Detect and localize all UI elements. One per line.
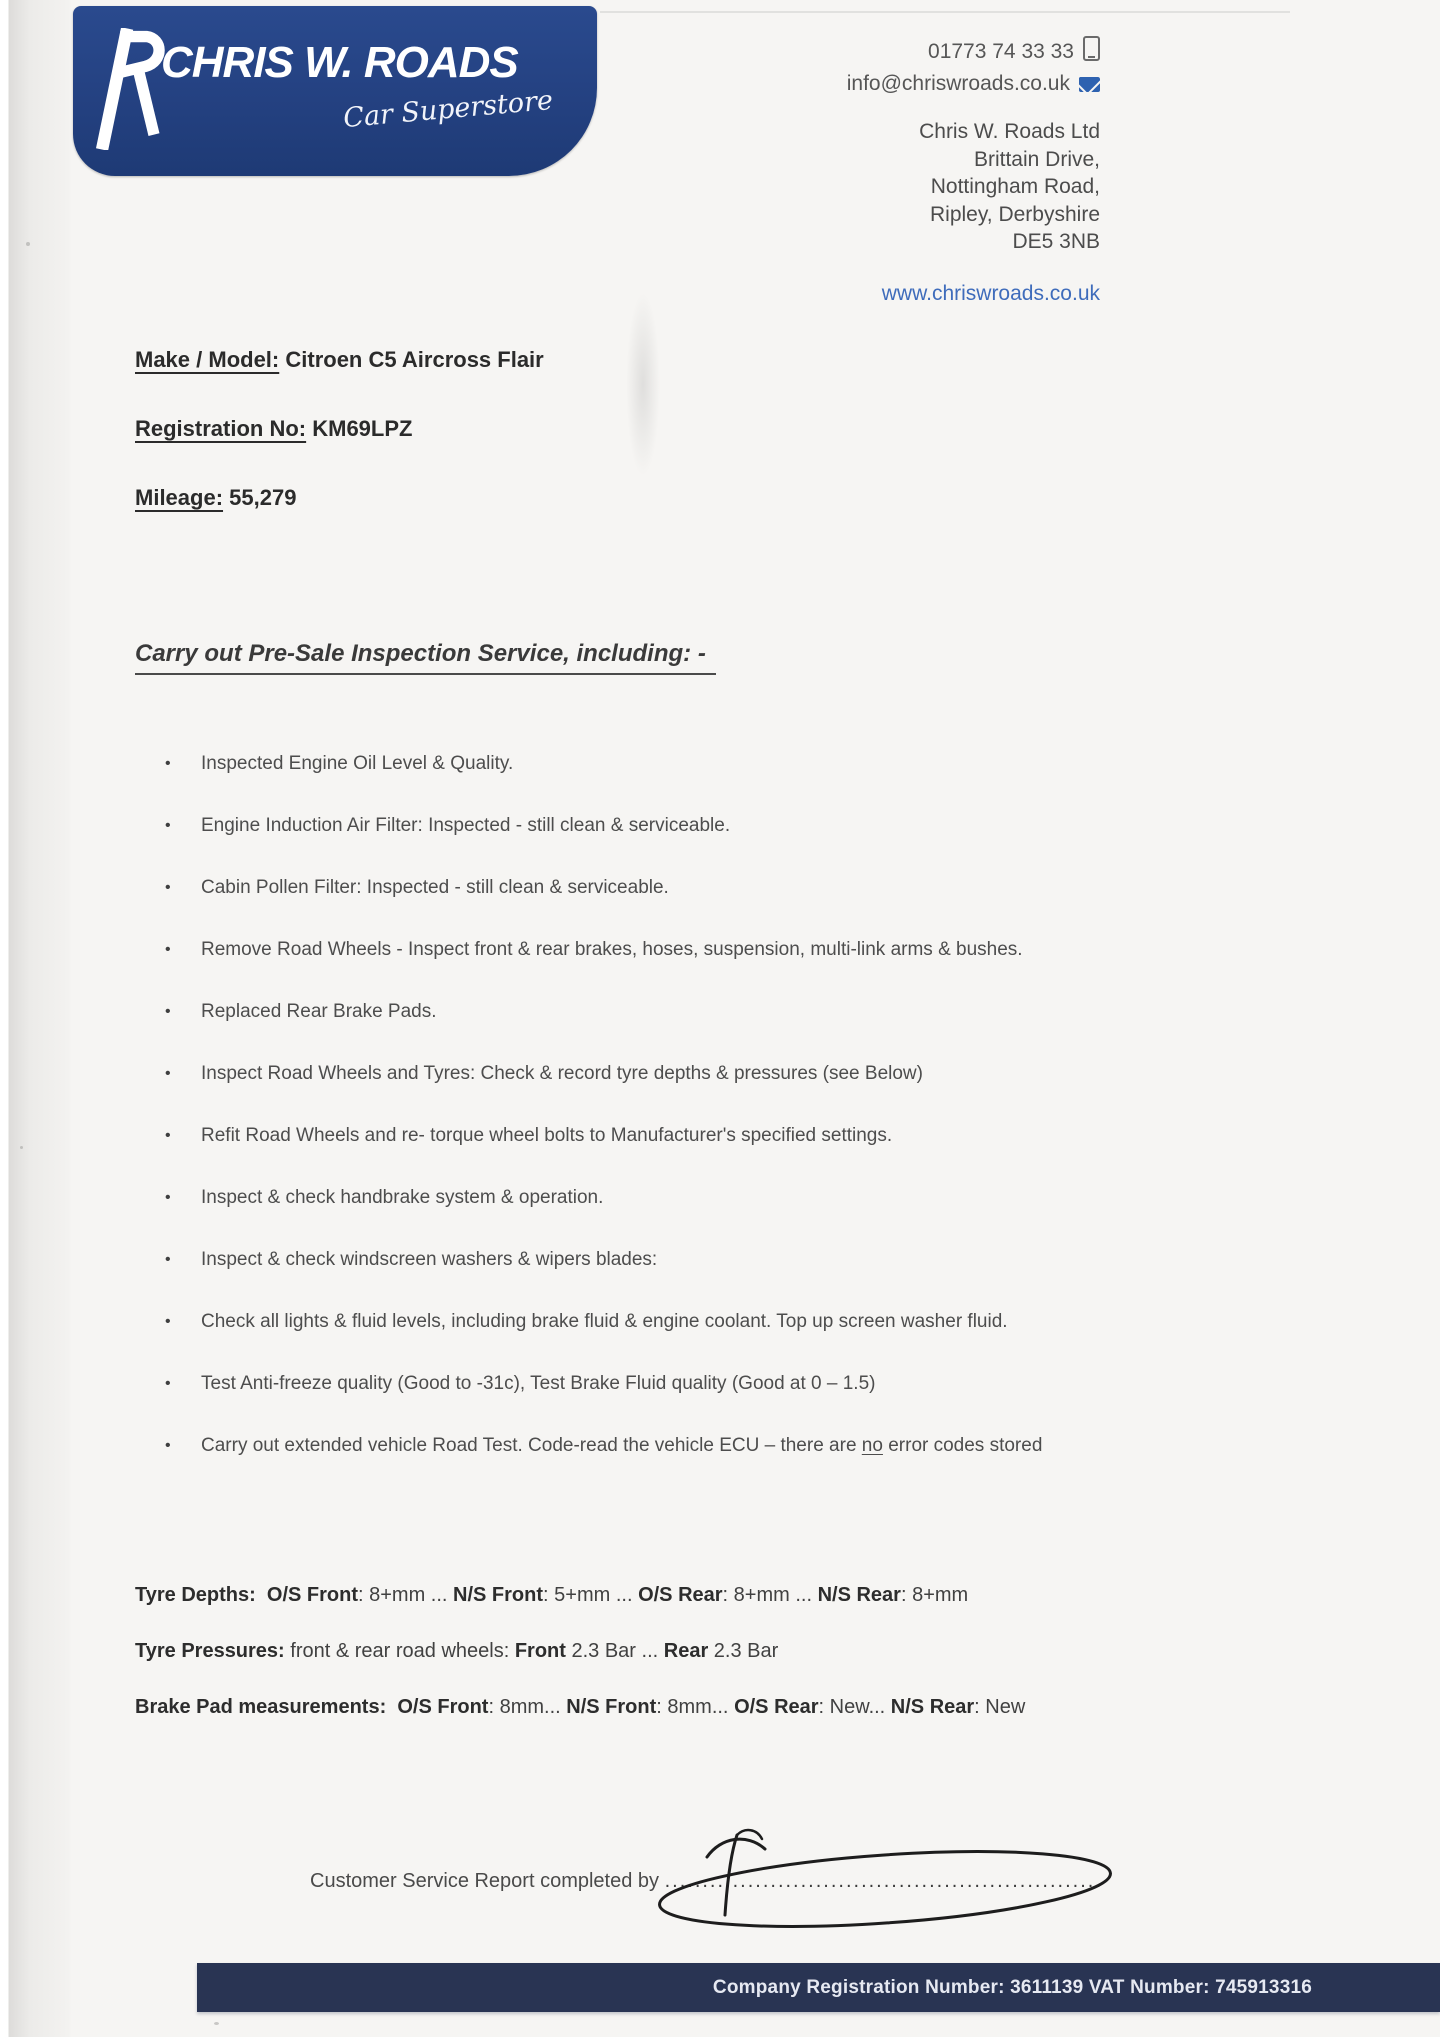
tyre-depths-label: Tyre Depths:	[135, 1584, 256, 1606]
envelope-icon	[1079, 77, 1100, 92]
address-line: Chris W. Roads Ltd	[919, 120, 1100, 143]
brake-pad-key: O/S Front	[397, 1696, 489, 1718]
checklist-item-text: error codes stored	[882, 1435, 1043, 1456]
brake-pads-row	[135, 1696, 1025, 1719]
address-line: Nottingham Road,	[930, 175, 1100, 198]
checklist-item-underlined-word: no	[861, 1435, 883, 1456]
inspection-checklist	[163, 752, 1042, 1496]
brake-pad-key: N/S Rear	[890, 1696, 975, 1718]
tyre-depth-value: : 8+mm ...	[722, 1584, 818, 1606]
tyre-depths-row	[135, 1584, 968, 1607]
mileage-value: 55,279	[223, 485, 297, 510]
scan-speck	[26, 242, 30, 246]
section-heading: Carry out Pre-Sale Inspection Service, including: -	[135, 640, 716, 675]
make-model-value: Citroen C5 Aircross Flair	[279, 347, 544, 372]
tyre-depth-value: : 8+mm	[900, 1584, 969, 1606]
checklist-item: • Cabin Pollen Filter: Inspected - still clean & serviceable.	[163, 876, 1042, 899]
scan-crease	[626, 292, 660, 477]
scan-margin	[0, 0, 72, 2037]
address-line: DE5 3NB	[1012, 230, 1100, 253]
scan-speck	[20, 1146, 23, 1149]
signature-dotted-line: ..........................................................	[664, 1870, 1103, 1892]
mileage-row	[135, 485, 544, 511]
registration-label: Registration No:	[135, 416, 307, 441]
tyre-pressure-key: Front	[514, 1640, 566, 1662]
checklist-item-text: Carry out extended vehicle Road Test. Code-read the vehicle ECU – there are	[201, 1435, 862, 1456]
scan-edge-line	[600, 11, 1290, 13]
phone-icon	[1083, 36, 1100, 61]
tyre-depth-key: O/S Front	[266, 1584, 358, 1606]
phone-row	[847, 36, 1100, 68]
checklist-item: • Inspect Road Wheels and Tyres: Check & record tyre depths & pressures (see Below)	[163, 1062, 1042, 1085]
checklist-item: • Test Anti-freeze quality (Good to -31c), Test Brake Fluid quality (Good at 0 – 1.5)	[163, 1372, 1042, 1395]
checklist-item	[163, 1434, 1042, 1457]
tyre-depth-value: : 8+mm ...	[358, 1584, 454, 1606]
tyre-depth-value: : 5+mm ...	[543, 1584, 639, 1606]
tyre-pressure-value: 2.3 Bar	[708, 1640, 779, 1662]
checklist-item: • Engine Induction Air Filter: Inspected - still clean & serviceable.	[163, 814, 1042, 837]
footer-bar	[197, 1963, 1440, 2012]
checklist-item: • Remove Road Wheels - Inspect front & rear brakes, hoses, suspension, multi-link arms & bushes.	[163, 938, 1042, 961]
brake-pad-value: : New...	[818, 1696, 891, 1718]
brand-name: CHRIS W. ROADS	[161, 38, 518, 87]
brake-pad-value: : 8mm...	[656, 1696, 735, 1718]
letterhead-banner	[73, 6, 597, 176]
checklist-item: • Inspect & check handbrake system & operation.	[163, 1186, 1042, 1209]
tyre-depth-key: N/S Front	[453, 1584, 544, 1606]
brake-pad-value: : 8mm...	[488, 1696, 567, 1718]
checklist-item: • Inspected Engine Oil Level & Quality.	[163, 752, 1042, 775]
signature-label: Customer Service Report completed by	[310, 1870, 665, 1892]
tyre-depth-key: O/S Rear	[638, 1584, 723, 1606]
brake-pad-value: : New	[974, 1696, 1026, 1718]
company-registration-text: Company Registration Number: 3611139 VAT Number: 745913316	[712, 1976, 1312, 1998]
checklist-item: • Refit Road Wheels and re- torque wheel bolts to Manufacturer's specified settings.	[163, 1124, 1042, 1147]
scan-speck	[214, 2022, 219, 2025]
checklist-item: • Inspect & check windscreen washers & wipers blades:	[163, 1248, 1042, 1271]
tyre-pressure-value: 2.3 Bar ...	[565, 1640, 664, 1662]
mileage-label: Mileage:	[135, 485, 224, 510]
contact-block	[847, 36, 1100, 306]
postal-address	[847, 118, 1100, 256]
tyre-pressures-intro: front & rear road wheels:	[284, 1640, 515, 1662]
tyre-pressures-row	[135, 1640, 778, 1663]
brand-monogram-icon	[93, 28, 165, 155]
vehicle-details	[135, 347, 544, 554]
phone-number: 01773 74 33 33	[928, 40, 1074, 63]
tyre-pressures-label: Tyre Pressures:	[135, 1640, 285, 1662]
make-model-label: Make / Model:	[135, 347, 280, 372]
website-url: www.chriswroads.co.uk	[881, 281, 1100, 305]
registration-row	[135, 416, 544, 442]
brand-tagline: Car Superstore	[341, 84, 554, 135]
address-line: Ripley, Derbyshire	[930, 202, 1100, 226]
registration-value: KM69LPZ	[306, 416, 413, 441]
tyre-depth-key: N/S Rear	[817, 1584, 901, 1606]
tyre-pressure-key: Rear	[663, 1640, 709, 1662]
make-model-row	[135, 347, 544, 373]
brake-pad-key: N/S Front	[566, 1696, 657, 1718]
email-row	[847, 68, 1100, 100]
brake-pad-key: O/S Rear	[734, 1696, 819, 1718]
brake-pads-label: Brake Pad measurements:	[135, 1696, 387, 1718]
address-line: Brittain Drive,	[973, 147, 1100, 171]
checklist-item: • Replaced Rear Brake Pads.	[163, 1000, 1042, 1023]
email-address: info@chriswroads.co.uk	[846, 72, 1070, 95]
checklist-item: • Check all lights & fluid levels, including brake fluid & engine coolant. Top up screen washer fluid.	[163, 1310, 1042, 1333]
handwritten-signature	[645, 1823, 1120, 1936]
